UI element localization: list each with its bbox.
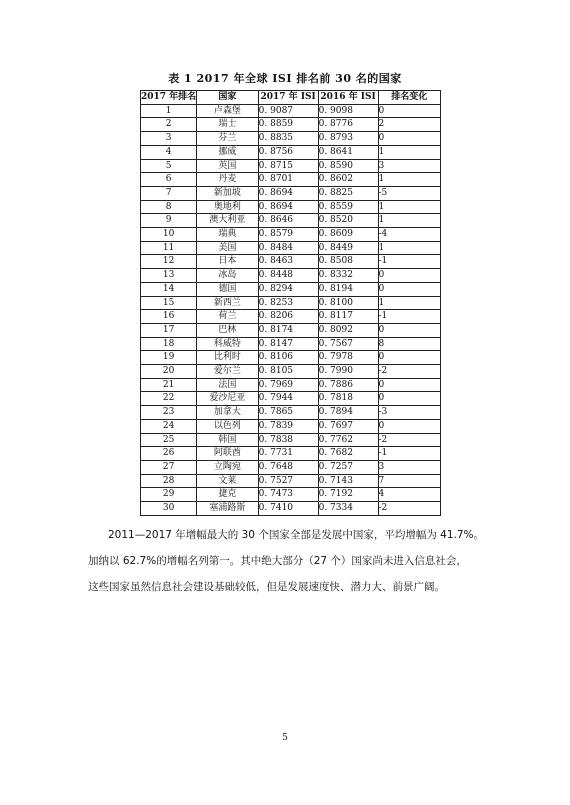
cell-rank-change: -2 <box>378 365 440 379</box>
cell-rank-change: -2 <box>378 433 440 447</box>
cell-rank: 22 <box>141 392 197 406</box>
cell-rank-change: 0 <box>378 323 440 337</box>
cell-rank-change: -1 <box>378 447 440 461</box>
cell-rank: 9 <box>141 214 197 228</box>
cell-isi-2016: 0. 8117 <box>318 310 378 324</box>
cell-rank: 3 <box>141 132 197 146</box>
cell-isi-2017: 0. 9087 <box>258 104 318 118</box>
table-row <box>141 365 441 379</box>
cell-country: 荷兰 <box>197 310 258 324</box>
cell-country: 文莱 <box>197 474 258 488</box>
cell-rank-change: 3 <box>378 460 440 474</box>
cell-rank: 19 <box>141 351 197 365</box>
cell-isi-2016: 0. 7334 <box>318 502 378 516</box>
cell-isi-2016: 0. 8825 <box>318 186 378 200</box>
table-row <box>141 118 441 132</box>
cell-isi-2017: 0. 7944 <box>258 392 318 406</box>
cell-isi-2016: 0. 8449 <box>318 241 378 255</box>
cell-rank-change: 0 <box>378 351 440 365</box>
cell-country: 英国 <box>197 159 258 173</box>
cell-rank: 6 <box>141 173 197 187</box>
table-caption: 表 1 2017 年全球 ISI 排名前 30 名的国家 <box>168 72 402 85</box>
cell-country: 比利时 <box>197 351 258 365</box>
cell-rank-change: 1 <box>378 296 440 310</box>
cell-rank: 13 <box>141 269 197 283</box>
cell-country: 丹麦 <box>197 173 258 187</box>
cell-isi-2016: 0. 7257 <box>318 460 378 474</box>
cell-isi-2017: 0. 8859 <box>258 118 318 132</box>
cell-isi-2017: 0. 8835 <box>258 132 318 146</box>
cell-country: 挪威 <box>197 145 258 159</box>
cell-rank-change: 1 <box>378 241 440 255</box>
cell-rank: 8 <box>141 200 197 214</box>
table-row <box>141 392 441 406</box>
table-row <box>141 132 441 146</box>
cell-rank: 30 <box>141 502 197 516</box>
cell-rank: 23 <box>141 406 197 420</box>
cell-isi-2017: 0. 7865 <box>258 406 318 420</box>
cell-rank-change: 7 <box>378 474 440 488</box>
cell-isi-2016: 0. 8602 <box>318 173 378 187</box>
cell-isi-2016: 0. 7143 <box>318 474 378 488</box>
cell-isi-2016: 0. 9098 <box>318 104 378 118</box>
cell-country: 捷克 <box>197 488 258 502</box>
cell-country: 日本 <box>197 255 258 269</box>
cell-country: 新西兰 <box>197 296 258 310</box>
cell-rank-change: -1 <box>378 310 440 324</box>
cell-isi-2016: 0. 7697 <box>318 419 378 433</box>
cell-country: 爱沙尼亚 <box>197 392 258 406</box>
cell-isi-2017: 0. 8294 <box>258 282 318 296</box>
table-row <box>141 200 441 214</box>
cell-isi-2016: 0. 8100 <box>318 296 378 310</box>
cell-rank-change: 0 <box>378 419 440 433</box>
cell-isi-2016: 0. 7682 <box>318 447 378 461</box>
cell-isi-2017: 0. 8105 <box>258 365 318 379</box>
cell-rank-change: 0 <box>378 269 440 283</box>
cell-isi-2016: 0. 8194 <box>318 282 378 296</box>
cell-isi-2017: 0. 8694 <box>258 200 318 214</box>
cell-rank-change: -1 <box>378 255 440 269</box>
cell-rank: 21 <box>141 378 197 392</box>
page-number: 5 <box>282 733 288 743</box>
table-row <box>141 433 441 447</box>
body-paragraph <box>88 522 508 600</box>
header-isi-2016: 2016 年 ISI <box>318 91 378 105</box>
cell-rank-change: 0 <box>378 378 440 392</box>
cell-country: 卢森堡 <box>197 104 258 118</box>
cell-country: 阿联酋 <box>197 447 258 461</box>
header-rank-change: 排名变化 <box>378 91 440 105</box>
cell-isi-2017: 0. 8694 <box>258 186 318 200</box>
cell-rank: 16 <box>141 310 197 324</box>
cell-rank: 28 <box>141 474 197 488</box>
cell-country: 塞浦路斯 <box>197 502 258 516</box>
cell-isi-2016: 0. 8092 <box>318 323 378 337</box>
cell-isi-2016: 0. 8559 <box>318 200 378 214</box>
table-body <box>141 104 441 515</box>
cell-isi-2016: 0. 7818 <box>318 392 378 406</box>
cell-rank: 14 <box>141 282 197 296</box>
cell-isi-2016: 0. 7978 <box>318 351 378 365</box>
cell-rank: 15 <box>141 296 197 310</box>
header-isi-2017: 2017 年 ISI <box>258 91 318 105</box>
cell-isi-2017: 0. 7839 <box>258 419 318 433</box>
paragraph-line: 这些国家虽然信息社会建设基础较低，但是发展速度快、潜力大、前景广阔。 <box>88 581 445 593</box>
paragraph-line: 2011—2017 年增幅最大的 30 个国家全部是发展中国家，平均增幅为 41.7%。 <box>108 529 485 541</box>
table-row <box>141 255 441 269</box>
cell-country: 加拿大 <box>197 406 258 420</box>
cell-rank: 29 <box>141 488 197 502</box>
cell-isi-2017: 0. 8701 <box>258 173 318 187</box>
cell-rank-change: -2 <box>378 502 440 516</box>
table-row <box>141 447 441 461</box>
cell-rank-change: 2 <box>378 118 440 132</box>
cell-country: 以色列 <box>197 419 258 433</box>
cell-isi-2017: 0. 8174 <box>258 323 318 337</box>
cell-isi-2017: 0. 8484 <box>258 241 318 255</box>
cell-isi-2017: 0. 7969 <box>258 378 318 392</box>
table-row <box>141 159 441 173</box>
cell-isi-2016: 0. 8590 <box>318 159 378 173</box>
table-row <box>141 241 441 255</box>
cell-country: 新加坡 <box>197 186 258 200</box>
cell-rank: 26 <box>141 447 197 461</box>
cell-rank: 7 <box>141 186 197 200</box>
cell-rank-change: 1 <box>378 173 440 187</box>
table-row <box>141 282 441 296</box>
cell-rank-change: 0 <box>378 392 440 406</box>
table-row <box>141 337 441 351</box>
cell-rank: 11 <box>141 241 197 255</box>
cell-isi-2016: 0. 7192 <box>318 488 378 502</box>
cell-country: 美国 <box>197 241 258 255</box>
cell-rank-change: 1 <box>378 200 440 214</box>
cell-rank: 24 <box>141 419 197 433</box>
cell-rank: 5 <box>141 159 197 173</box>
table-row <box>141 323 441 337</box>
cell-country: 立陶宛 <box>197 460 258 474</box>
cell-isi-2017: 0. 8206 <box>258 310 318 324</box>
cell-country: 芬兰 <box>197 132 258 146</box>
cell-isi-2017: 0. 7473 <box>258 488 318 502</box>
table-row <box>141 419 441 433</box>
paragraph-line: 加纳以 62.7%的增幅名列第一。其中绝大部分（27 个）国家尚未进入信息社会， <box>88 555 467 567</box>
cell-isi-2017: 0. 8579 <box>258 228 318 242</box>
cell-isi-2017: 0. 8646 <box>258 214 318 228</box>
cell-isi-2016: 0. 8508 <box>318 255 378 269</box>
cell-rank-change: 0 <box>378 282 440 296</box>
cell-rank-change: -3 <box>378 406 440 420</box>
cell-rank-change: 0 <box>378 104 440 118</box>
cell-isi-2017: 0. 8106 <box>258 351 318 365</box>
cell-rank: 25 <box>141 433 197 447</box>
cell-rank-change: 3 <box>378 159 440 173</box>
cell-country: 德国 <box>197 282 258 296</box>
cell-isi-2016: 0. 8793 <box>318 132 378 146</box>
cell-country: 澳大利亚 <box>197 214 258 228</box>
cell-rank: 2 <box>141 118 197 132</box>
cell-isi-2017: 0. 8448 <box>258 269 318 283</box>
cell-rank-change: -5 <box>378 186 440 200</box>
cell-rank: 1 <box>141 104 197 118</box>
cell-isi-2016: 0. 7886 <box>318 378 378 392</box>
table-row <box>141 145 441 159</box>
cell-country: 法国 <box>197 378 258 392</box>
table-row <box>141 460 441 474</box>
cell-country: 奥地利 <box>197 200 258 214</box>
cell-rank: 27 <box>141 460 197 474</box>
cell-isi-2017: 0. 7838 <box>258 433 318 447</box>
cell-isi-2017: 0. 8147 <box>258 337 318 351</box>
cell-rank-change: 4 <box>378 488 440 502</box>
cell-rank-change: 1 <box>378 145 440 159</box>
table-row <box>141 502 441 516</box>
cell-country: 科威特 <box>197 337 258 351</box>
table-row <box>141 214 441 228</box>
cell-rank-change: 8 <box>378 337 440 351</box>
isi-ranking-table <box>140 90 441 516</box>
cell-rank: 18 <box>141 337 197 351</box>
cell-rank: 17 <box>141 323 197 337</box>
cell-isi-2017: 0. 8715 <box>258 159 318 173</box>
table-header-row <box>141 91 441 105</box>
table-row <box>141 173 441 187</box>
cell-rank-change: 0 <box>378 132 440 146</box>
cell-isi-2016: 0. 8332 <box>318 269 378 283</box>
table-row <box>141 228 441 242</box>
cell-isi-2016: 0. 7567 <box>318 337 378 351</box>
header-country: 国家 <box>197 91 258 105</box>
cell-country: 瑞典 <box>197 228 258 242</box>
cell-isi-2017: 0. 7527 <box>258 474 318 488</box>
cell-country: 巴林 <box>197 323 258 337</box>
cell-rank: 20 <box>141 365 197 379</box>
cell-country: 韩国 <box>197 433 258 447</box>
table-row <box>141 104 441 118</box>
table-row <box>141 269 441 283</box>
cell-isi-2016: 0. 8609 <box>318 228 378 242</box>
cell-rank: 4 <box>141 145 197 159</box>
table-row <box>141 488 441 502</box>
table-row <box>141 474 441 488</box>
cell-rank-change: -4 <box>378 228 440 242</box>
table-row <box>141 406 441 420</box>
cell-rank: 10 <box>141 228 197 242</box>
cell-isi-2017: 0. 8253 <box>258 296 318 310</box>
cell-isi-2016: 0. 7762 <box>318 433 378 447</box>
table-row <box>141 378 441 392</box>
table-row <box>141 351 441 365</box>
cell-isi-2017: 0. 7410 <box>258 502 318 516</box>
cell-isi-2016: 0. 8641 <box>318 145 378 159</box>
cell-isi-2017: 0. 8756 <box>258 145 318 159</box>
cell-isi-2017: 0. 7731 <box>258 447 318 461</box>
table-row <box>141 296 441 310</box>
cell-country: 瑞士 <box>197 118 258 132</box>
cell-isi-2017: 0. 7648 <box>258 460 318 474</box>
cell-isi-2016: 0. 7990 <box>318 365 378 379</box>
cell-rank: 12 <box>141 255 197 269</box>
header-rank-2017: 2017 年排名 <box>141 91 197 105</box>
cell-rank-change: 1 <box>378 214 440 228</box>
table-row <box>141 310 441 324</box>
cell-isi-2016: 0. 8776 <box>318 118 378 132</box>
cell-isi-2017: 0. 8463 <box>258 255 318 269</box>
cell-country: 冰岛 <box>197 269 258 283</box>
cell-isi-2016: 0. 8520 <box>318 214 378 228</box>
cell-isi-2016: 0. 7894 <box>318 406 378 420</box>
cell-country: 爱尔兰 <box>197 365 258 379</box>
table-row <box>141 186 441 200</box>
